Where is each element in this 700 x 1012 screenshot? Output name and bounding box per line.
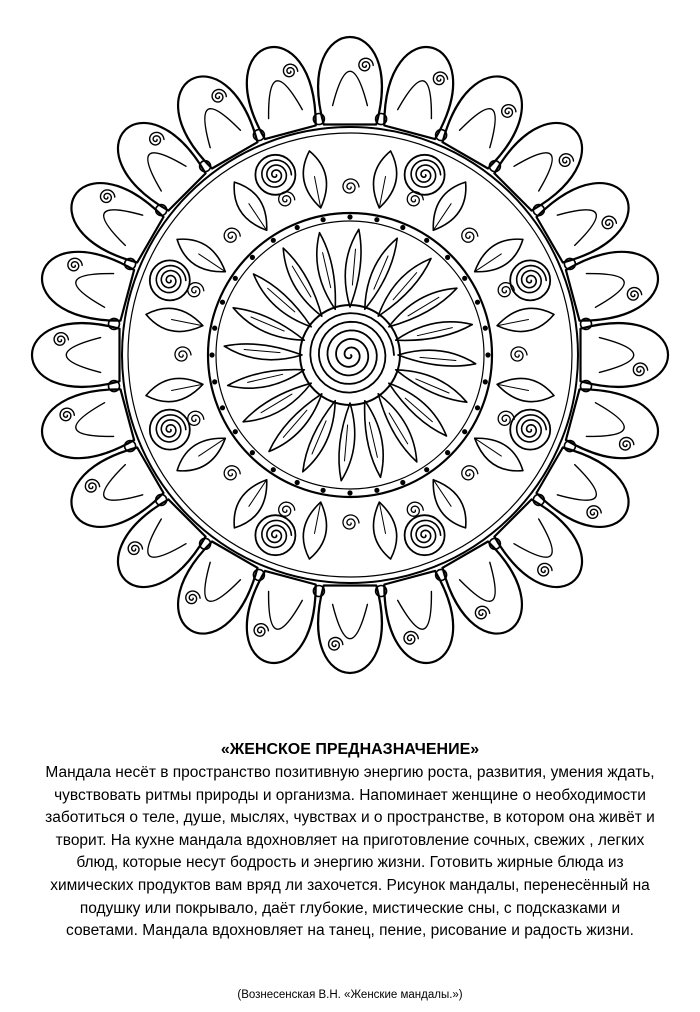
description-line: блюд, которые несут бодрость и энергию жизни. Готовить жирные блюда из xyxy=(76,854,624,872)
description-text xyxy=(8,762,692,943)
description-line: химических продуктов вам вряд ли захочется. Рисунок мандалы, перенесённый на xyxy=(50,876,650,894)
description-line: чувствовать ритмы природы и организма. Напоминает женщине о необходимости xyxy=(54,786,646,804)
author-credit: (Вознесенская В.Н. «Женские мандалы.») xyxy=(237,989,463,1001)
description-line: творит. На кухне мандала вдохновляет на приготовление сочных, свежих , легких xyxy=(55,831,645,849)
description-line: Мандала несёт в пространство позитивную энергию роста, развития, умения ждать, xyxy=(45,764,655,781)
description-line: советами. Мандала вдохновляет на танец, пение, рисование и радость жизни. xyxy=(66,922,634,940)
description-line: заботиться о теле, душе, мыслях, чувствах и о пространстве, в котором она живёт и xyxy=(45,809,655,827)
page-title: «ЖЕНСКОЕ ПРЕДНАЗНАЧЕНИЕ» xyxy=(220,741,480,758)
description-line: подушку или покрывало, даёт глубокие, мистические сны, с подсказками и xyxy=(79,899,621,917)
